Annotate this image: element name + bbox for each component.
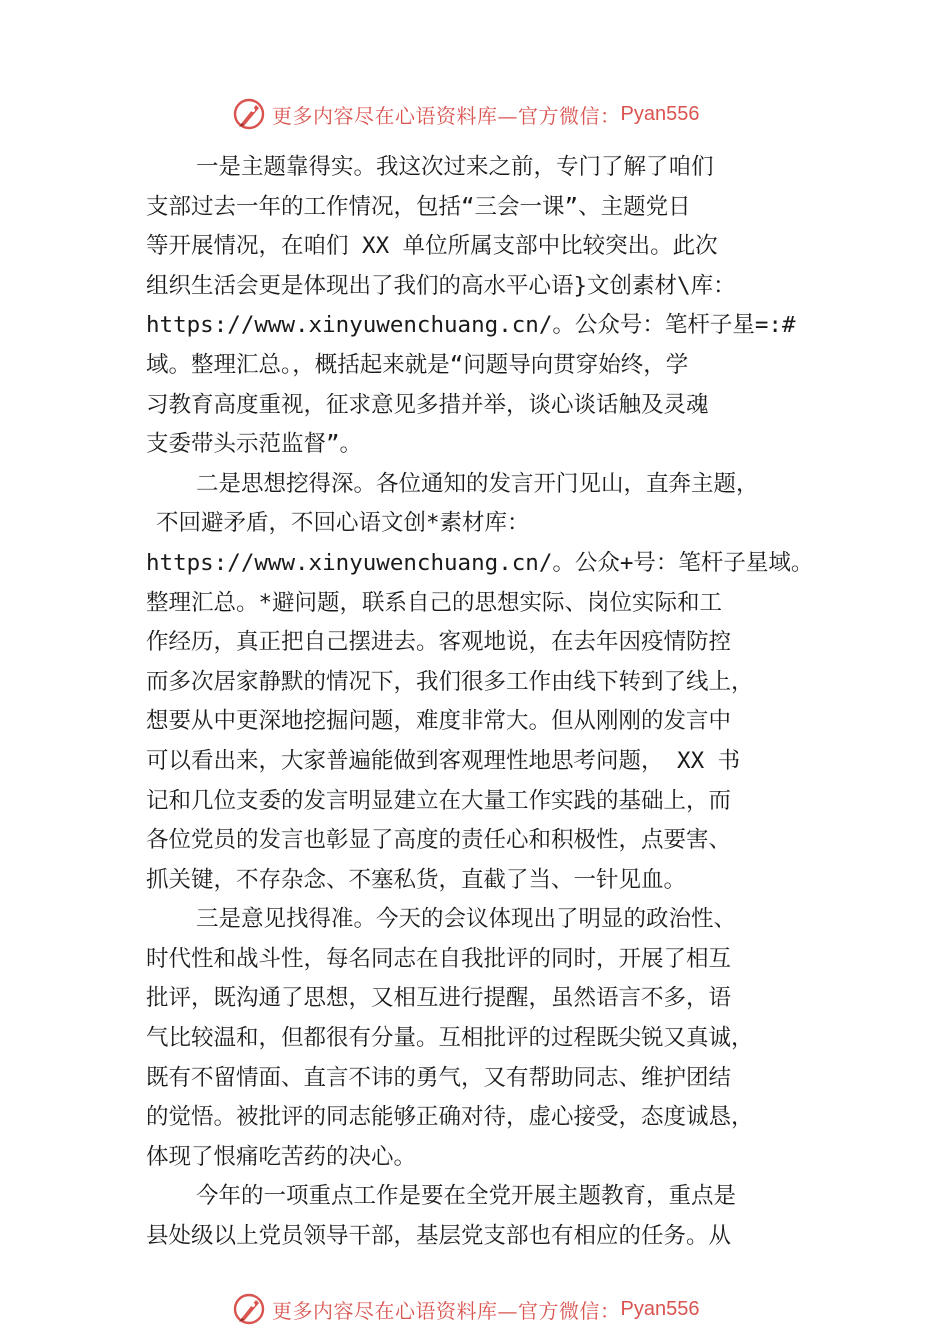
text-line: 组织生活会更是体现出了我们的高水平心语}文创素材\库： [146,272,736,299]
header-banner[interactable] [232,94,752,134]
text-line: 习教育高度重视，征求意见多措并举，谈心谈话触及灵魂 [146,391,709,418]
text-line: 支部过去一年的工作情况，包括“三会一课”、主题党日 [146,193,691,220]
text-line: 体现了恨痛吃苦药的决心。 [146,1143,417,1170]
text-line: 二是思想挖得深。各位通知的发言开门见山，直奔主题， [196,470,759,497]
text-line: 整理汇总。*避问题，联系自己的思想实际、岗位实际和工 [146,589,723,616]
text-line: 各位党员的发言也彰显了高度的责任心和积极性，点要害、 [146,827,732,854]
footer-banner[interactable] [232,1289,752,1329]
text-line: 既有不留情面、直言不讳的勇气，又有帮助同志、维护团结 [146,1064,732,1091]
header-banner-id: Pyan556 [620,102,700,125]
text-line: 今年的一项重点工作是要在全党开展主题教育，重点是 [196,1183,737,1210]
text-line: 批评，既沟通了思想，又相互进行提醒，虽然语言不多，语 [146,985,732,1012]
text-line: 一是主题靠得实。我这次过来之前，专门了解了咱们 [196,154,714,180]
text-line: 三是意见找得准。今天的会议体现出了明显的政治性、 [196,906,737,933]
text-line: 作经历，真正把自己摆进去。客观地说，在去年因疫情防控 [146,629,732,656]
text-line: 域。整理汇总。，概括起来就是“问题导向贯穿始终，学 [146,351,689,378]
text-line: 可以看出来，大家普遍能做到客观理性地思考问题， XX 书 [146,747,741,774]
text-line: https://www.xinyuwenchuang.cn/。公众+号：笔杆子星域。 [146,549,814,576]
text-line: 气比较温和，但都很有分量。互相批评的过程既尖锐又真诚， [146,1025,754,1052]
text-line: 支委带头示范监督”。 [146,431,363,458]
text-line: 而多次居家静默的情况下，我们很多工作由线下转到了线上， [146,668,754,695]
text-line: 不回避矛盾，不回心语文创*素材库： [156,510,530,537]
text-line: 等开展情况，在咱们 XX 单位所属支部中比较突出。此次 [146,233,718,260]
text-line: 想要从中更深地挖掘问题，难度非常大。但从刚刚的发言中 [146,708,732,735]
text-line: 时代性和战斗性，每名同志在自我批评的同时，开展了相互 [146,945,732,972]
footer-banner-id: Pyan556 [620,1297,700,1320]
pen-logo-icon [232,1292,266,1326]
text-line: 记和几位支委的发言明显建立在大量工作实践的基础上，而 [146,787,732,814]
text-line: 抓关键，不存杂念、不塞私货，直截了当、一针见血。 [146,866,687,893]
header-banner-text: 更多内容尽在心语资料库—官方微信： [272,103,621,128]
text-line: https://www.xinyuwenchuang.cn/。公众号：笔杆子星=:# [146,312,796,339]
text-line: 县处级以上党员领导干部，基层党支部也有相应的任务。从 [146,1223,732,1250]
document-body [146,148,814,1257]
pen-logo-icon [232,97,266,131]
text-line: 的觉悟。被批评的同志能够正确对待，虚心接受，态度诚恳， [146,1104,754,1131]
footer-banner-text: 更多内容尽在心语资料库—官方微信： [272,1298,621,1323]
